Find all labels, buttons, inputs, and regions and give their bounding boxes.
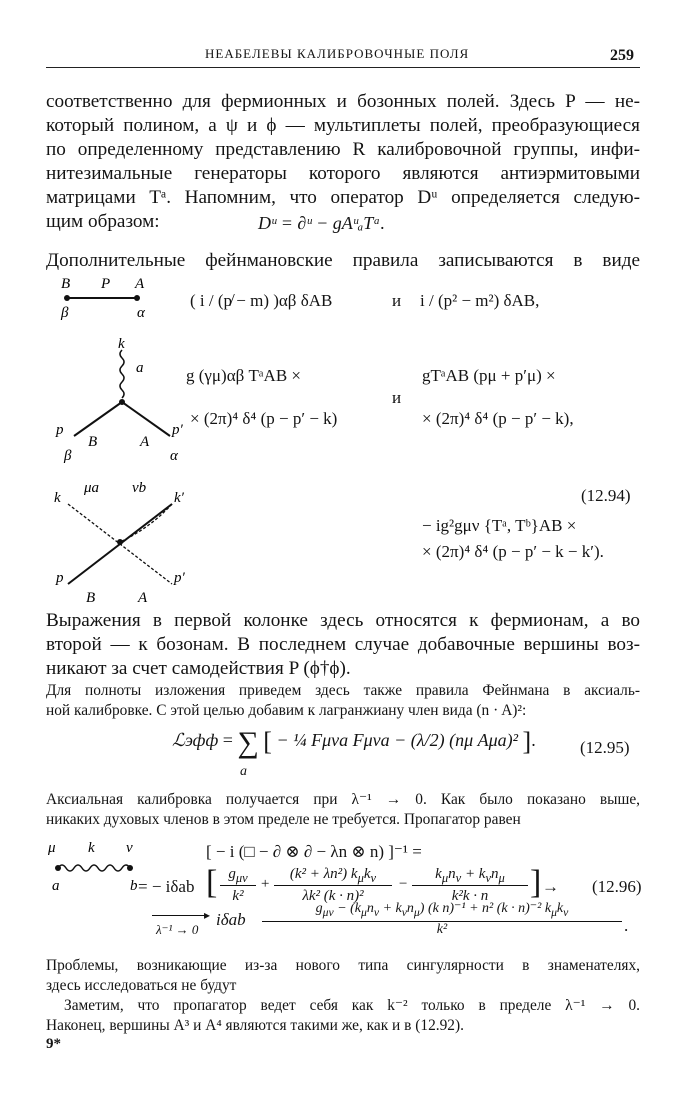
label-k: k <box>54 490 61 506</box>
limit-arrow-head: ▸ <box>204 908 211 922</box>
inverse-operator: [ − i (□ − ∂ ⊗ ∂ − λn ⊗ n) ]⁻¹ = <box>206 842 422 861</box>
text-line: Проблемы, возникающие из-за нового типа сингулярности в знаменателях, <box>46 957 640 974</box>
label-p: p <box>56 422 64 438</box>
page-number: 259 <box>610 47 634 64</box>
text-line: который полином, а ψ и ϕ — мультиплеты полей, преобразующиеся <box>46 115 640 136</box>
label-p-prime: p′ <box>172 422 183 438</box>
fermion-propagator-diagram <box>55 272 165 322</box>
text-line: Наконец, вершины A³ и A⁴ являются такими же, как и в (12.92). <box>46 1017 464 1034</box>
label-a: a <box>52 878 60 894</box>
four-vertex-line2: × (2π)⁴ δ⁴ (p − p′ − k − k′). <box>422 542 604 561</box>
label-beta: β <box>64 448 72 464</box>
four-vertex-line1: − ig²gμν {Tᵃ, Tᵇ}AB × <box>422 516 577 535</box>
equation-number: (12.96) <box>592 877 642 896</box>
conjunction: и <box>392 388 402 407</box>
equation-number: (12.94) <box>581 486 631 505</box>
text-line: никают за счет самодействия P (ϕ†ϕ). <box>46 658 351 679</box>
limit-fraction: $g_{\mu\nu} - (k_\mu n_\nu + k_\nu n_\mu)$ (k n)⁻¹ + n² (k · n)⁻² $k_\mu k_\nu$ k² <box>262 900 622 938</box>
text-line: никаких духовых членов в этом пределе не требуется. Пропагатор равен <box>46 811 521 828</box>
gluon-line <box>58 865 130 871</box>
fermion-propagator-expression: ( i / (p̸ − m) )αβ δAB <box>190 291 333 310</box>
label-P: P <box>101 276 111 292</box>
covariant-derivative-equation: Dᵘ = ∂ᵘ − gAᵘₐTᵃ. <box>258 213 385 233</box>
label-b: b <box>130 878 138 894</box>
text-line: Выражения в первой колонке здесь относятся к фермионам, а во <box>46 610 640 631</box>
lagrangian-term2: − (λ/2) (nμ Aμa)² <box>394 730 519 750</box>
text-line: щим образом: <box>46 211 160 232</box>
running-title: НЕАБЕЛЕВЫ КАЛИБРОВОЧНЫЕ ПОЛЯ <box>205 46 470 61</box>
text-line: Заметим, что пропагатор ведет себя как k⁻² только в пределе λ⁻¹ → 0. <box>64 997 640 1014</box>
label-alpha: α <box>137 305 145 321</box>
text-line: здесь исследоваться не будут <box>46 977 237 994</box>
text-line: Для полноты изложения приведем здесь также правила Фейнмана в аксиаль- <box>46 682 640 699</box>
lagrangian-term1: − ¼ Fμνa Fμνa <box>276 730 390 750</box>
lagrangian-lhs: ℒэфф <box>172 730 219 750</box>
fermion-vertex-line2: × (2π)⁴ δ⁴ (p − p′ − k) <box>190 409 338 428</box>
closing-paragraph <box>46 956 640 1036</box>
three-vertex-diagram <box>52 336 192 466</box>
label-nu-b: νb <box>132 480 147 496</box>
sum-sign: ∑ <box>237 726 259 759</box>
limit-arrow-shaft <box>152 915 208 916</box>
equation-number: (12.95) <box>580 738 630 757</box>
label-nu: ν <box>126 840 133 856</box>
dot-left <box>55 865 61 871</box>
propagator-dot-left <box>64 295 70 301</box>
lagrangian-equation: ℒэфф = ∑ [ − ¼ Fμνa Fμνa − (λ/2) (nμ Aμa)² ]. <box>172 726 536 759</box>
text-line: матрицами Tᵃ. Напомним, что оператор Dᵘ определяется следую- <box>46 187 640 208</box>
text-line: соответственно для фермионных и бозонных полей. Здесь P — не- <box>46 91 640 112</box>
axial-intro-paragraph <box>46 681 640 721</box>
final-prefix: iδab <box>216 910 246 929</box>
label-p: p <box>56 570 64 586</box>
label-A: A <box>135 276 145 292</box>
gauge-boson-line <box>120 350 124 398</box>
text-line: ной калибровке. С этой целью добавим к лагранжиану член вида (n · A)²: <box>46 702 527 719</box>
label-k: k <box>88 840 95 856</box>
label-B: B <box>88 434 98 450</box>
label-mu-a: μa <box>84 480 100 496</box>
period: . <box>624 916 629 935</box>
label-alpha: α <box>170 448 178 464</box>
label-k: k <box>118 336 125 352</box>
label-p-prime: p′ <box>174 570 185 586</box>
signature-mark: 9* <box>46 1036 61 1052</box>
four-vertex-diagram <box>52 474 202 608</box>
label-B: B <box>61 276 71 292</box>
label-mu: μ <box>48 840 56 856</box>
incoming-line <box>74 402 122 436</box>
label-B: B <box>86 590 96 606</box>
propagator-dot-right <box>134 295 140 301</box>
text-line: Аксиальная калибровка получается при λ⁻¹ → 0. Как было показано выше, <box>46 791 640 808</box>
text-line: второй — к бозонам. В последнем случае добавочные вершины воз- <box>46 634 640 655</box>
vertex-dot <box>117 539 123 545</box>
sum-index: a <box>240 764 247 779</box>
propagator-prefix: = − iδab <box>138 877 195 896</box>
arrow: → <box>542 877 559 896</box>
rules-intro: Дополнительные фейнмановские правила записываются в виде <box>46 250 640 271</box>
vertex-dot <box>119 399 125 405</box>
text-line: нитезимальные генераторы которого являются антиэрмитовыми <box>46 163 640 184</box>
fermion-vertex-line1: g (γμ)αβ TᵃAB × <box>186 366 301 385</box>
boson-vertex-line2: × (2π)⁴ δ⁴ (p − p′ − k), <box>422 409 574 428</box>
remark-paragraph <box>46 609 640 681</box>
dot-right <box>127 865 133 871</box>
label-A: A <box>140 434 150 450</box>
boson-propagator-expression: i / (p² − m²) δAB, <box>420 291 540 310</box>
label-A: A <box>138 590 148 606</box>
label-beta: β <box>61 305 69 321</box>
conjunction: и <box>392 291 402 310</box>
limit-label: λ⁻¹ → 0 <box>156 922 199 937</box>
label-a: a <box>136 360 144 376</box>
text-line: по определенному представлению R калибровочной группы, инфи- <box>46 139 640 160</box>
outgoing-line <box>122 402 170 436</box>
boson-vertex-line1: gTᵃAB (pμ + p′μ) × <box>422 366 556 385</box>
label-k-prime: k′ <box>174 490 184 506</box>
axial-gauge-paragraph <box>46 790 640 830</box>
header-rule <box>46 67 640 68</box>
